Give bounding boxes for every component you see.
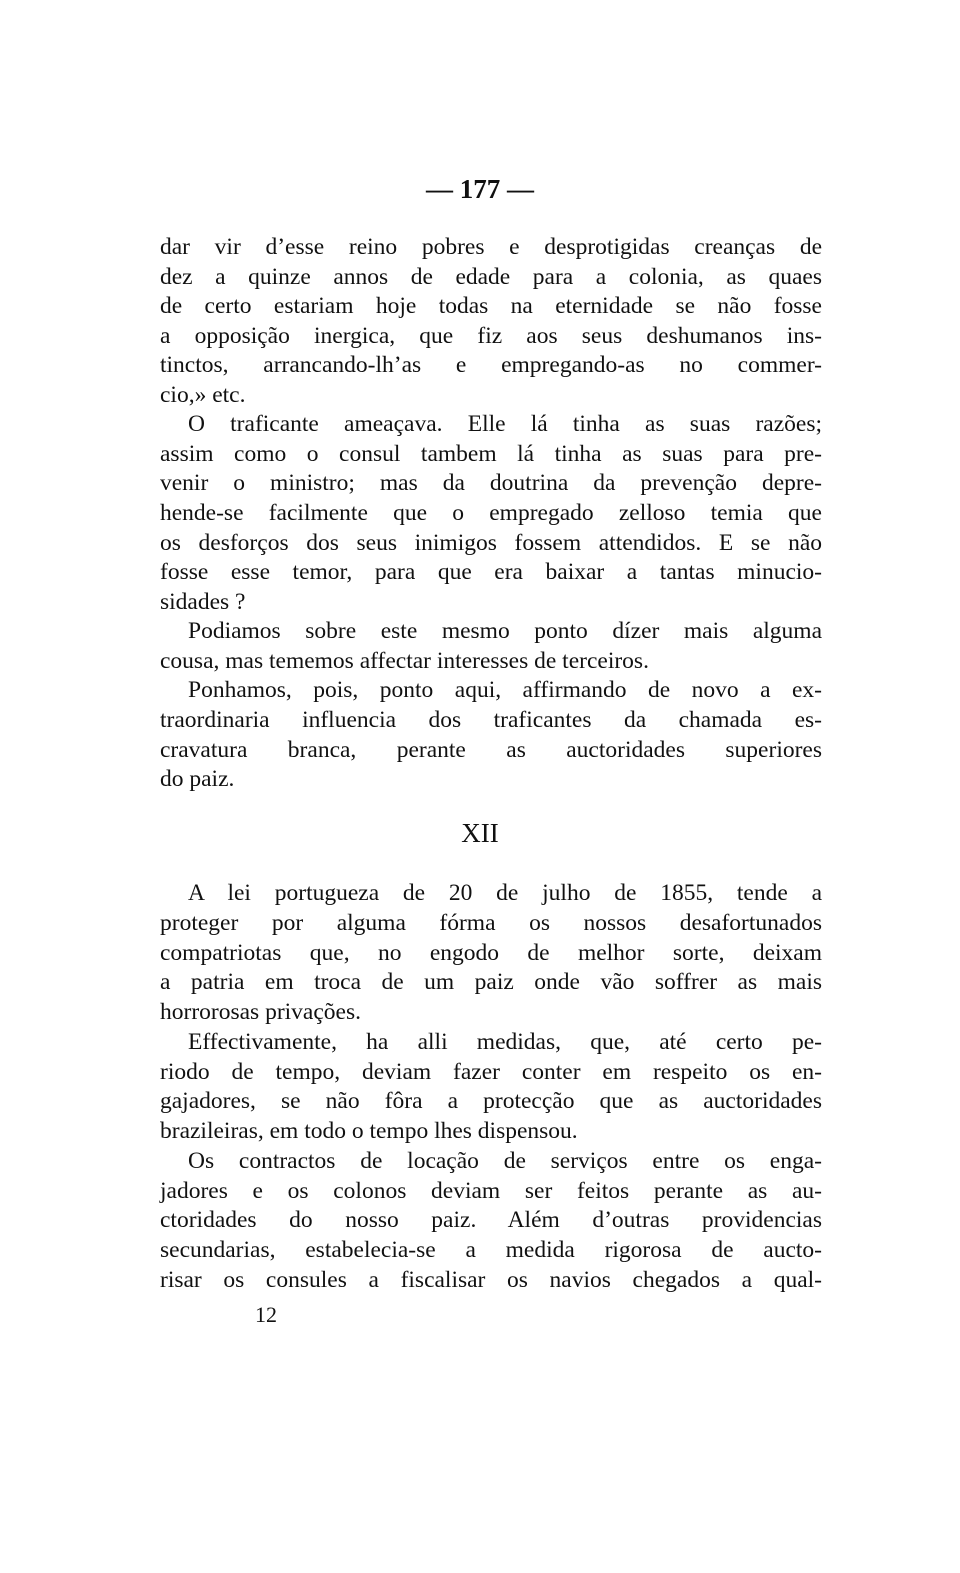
text-line: O traficante ameaçava. Elle lá tinha as suas razões; [188, 411, 822, 438]
text-line: horrorosas privações. [160, 999, 361, 1025]
text-line: a patria em troca de um paiz onde vão soffrer as mais [160, 969, 822, 996]
text-line: Ponhamos, pois, ponto aqui, affirmando de novo a ex- [188, 677, 822, 704]
text-line: assim como o consul tambem lá tinha as suas para pre- [160, 440, 822, 467]
text-line: do paiz. [160, 766, 235, 793]
text-line: compatriotas que, no engodo de melhor sorte, deixam [160, 939, 822, 966]
text-line: riodo de tempo, deviam fazer conter em respeito os en- [160, 1058, 822, 1085]
text-line: tinctos, arrancando-lh’as e empregando-as no commer- [160, 352, 822, 379]
text-line: cousa, mas tememos affectar interesses de terceiros. [160, 647, 649, 674]
text-line: a opposição inergica, que fiz aos seus deshumanos ins- [160, 322, 822, 349]
text-line: A lei portugueza de 20 de julho de 1855, tende a [188, 880, 822, 906]
text-line: dez a quinze annos de edade para a colonia, as quaes [160, 263, 822, 290]
text-line: cravatura branca, perante as auctoridades superiores [160, 736, 822, 763]
text-line: fosse esse temor, para que era baixar a tantas minucio- [160, 559, 822, 586]
text-line: dar vir d’esse reino pobres e desprotigidas creanças de [160, 234, 822, 260]
text-line: hende-se facilmente que o empregado zelloso temia que [160, 500, 822, 527]
signature-mark: 12 [255, 1302, 277, 1327]
text-line: risar os consules a fiscalisar os navios chegados a qual- [160, 1266, 822, 1293]
section-heading: XII [461, 818, 499, 848]
text-line: traordinaria influencia dos traficantes da chamada es- [160, 706, 822, 733]
text-line: os desforços dos seus inimigos fossem attendidos. E se não [160, 529, 822, 556]
text-line: Os contractos de locação de serviços entre os enga- [188, 1147, 822, 1174]
page-number: — 177 — [426, 174, 534, 204]
text-line: secundarias, estabelecia-se a medida rigorosa de aucto- [160, 1237, 822, 1263]
text-line: Effectivamente, ha alli medidas, que, até certo pe- [188, 1028, 822, 1055]
text-line: cio,» etc. [160, 381, 246, 408]
text-line: Podiamos sobre este mesmo ponto dízer mais alguma [188, 618, 822, 645]
text-line: ctoridades do nosso paiz. Além d’outras providencias [160, 1207, 822, 1234]
text-line: de certo estariam hoje todas na eternidade se não fosse [160, 293, 822, 320]
text-line: jadores e os colonos deviam ser feitos perante as au- [160, 1177, 822, 1204]
text-line: brazileiras, em todo o tempo lhes dispensou. [160, 1118, 578, 1144]
text-line: proteger por alguma fórma os nossos desafortunados [160, 909, 822, 936]
text-line: venir o ministro; mas da doutrina da prevenção depre- [160, 470, 822, 497]
text-line: gajadores, se não fôra a protecção que as auctoridades [160, 1088, 822, 1115]
text-line: sidades ? [160, 588, 246, 615]
